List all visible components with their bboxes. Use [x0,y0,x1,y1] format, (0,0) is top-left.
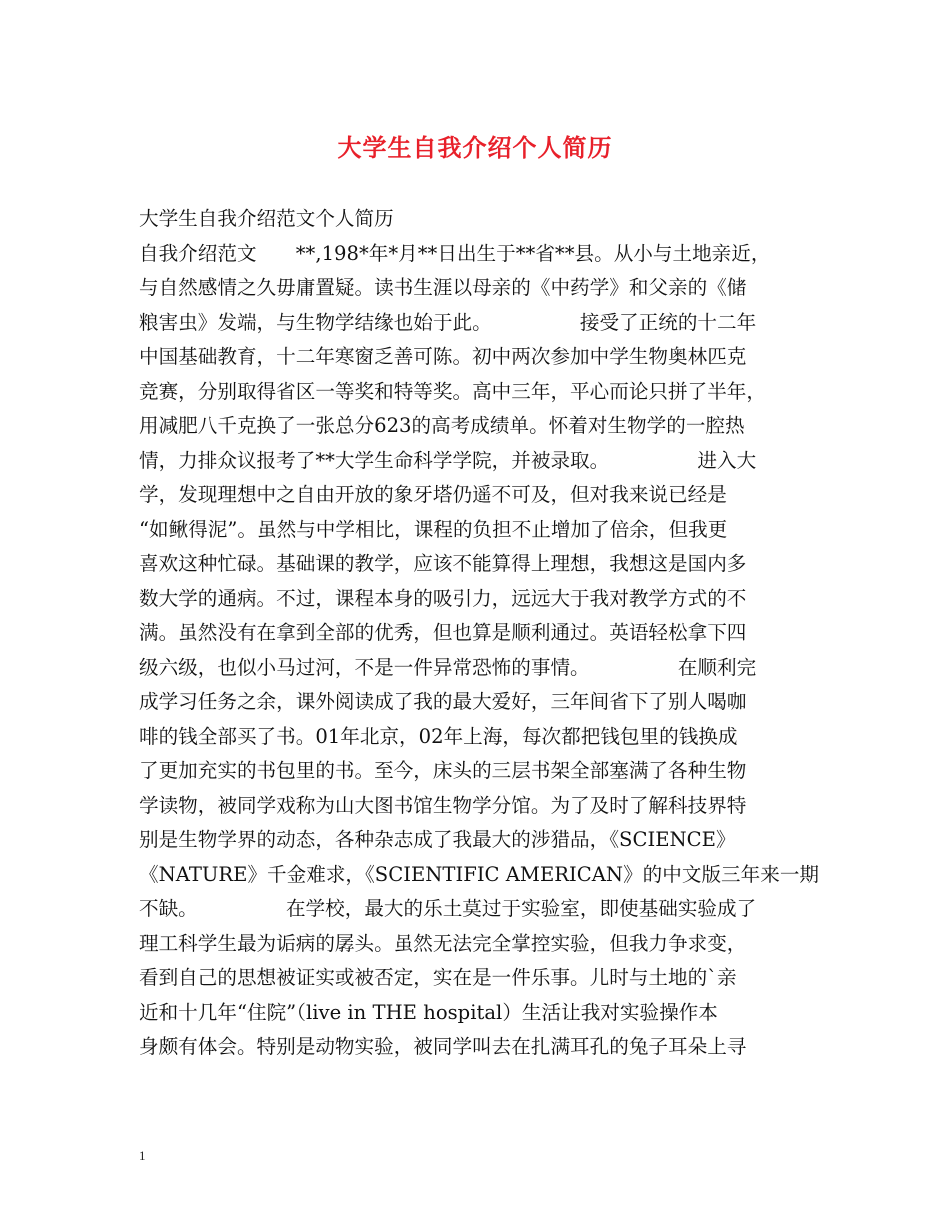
paragraph-line: 中国基础教育，十二年寒窗乏善可陈。初中两次参加中学生物奥林匹克 [139,345,747,368]
paragraph-line: 情，力排众议报考了**大学生命科学学院，并被录取。 进入大 [139,448,757,472]
document-body [139,202,829,1065]
paragraph-line: 学，发现理想中之自由开放的象牙塔仍遥不可及，但对我来说已经是 [139,483,727,506]
paragraph-line: 自我介绍范文 **,198*年*月**日出生于**省**县。从小与土地亲近， [139,241,771,265]
paragraph-line: 竞赛，分别取得省区一等奖和特等奖。高中三年，平心而论只拼了半年， [139,379,766,403]
paragraph-line: 与自然感情之久毋庸置疑。读书生涯以母亲的《中药学》和父亲的《储 [139,276,747,299]
paragraph-line: 喜欢这种忙碌。基础课的教学，应该不能算得上理想，我想这是国内多 [139,552,747,575]
paragraph-line: 看到自己的思想被证实或被否定，实在是一件乐事。儿时与土地的`亲 [139,966,737,989]
paragraph-line: 了更加充实的书包里的书。至今，床头的三层书架全部塞满了各种生物 [139,759,747,782]
paragraph-line: 满。虽然没有在拿到全部的优秀，但也算是顺利通过。英语轻松拿下四 [139,621,747,644]
paragraph-line: 身颇有体会。特别是动物实验，被同学叫去在扎满耳孔的兔子耳朵上寻 [139,1035,747,1058]
document-subtitle: 大学生自我介绍范文个人简历 [139,207,394,230]
paragraph-line: 理工科学生最为诟病的孱头。虽然无法完全掌控实验，但我力争求变， [139,931,747,955]
paragraph-line: 别是生物学界的动态，各种杂志成了我最大的涉猎品，《SCIENCE》 [139,828,736,851]
paragraph-line: 《NATURE》千金难求，《SCIENTIFIC AMERICAN》的中文版三年来一期 [139,862,820,886]
paragraph-line: 不缺。 在学校，最大的乐土莫过于实验室，即使基础实验成了 [139,897,757,920]
document-title: 大学生自我介绍个人简历 [337,133,613,162]
paragraph-line: “如鳅得泥”。虽然与中学相比，课程的负担不止增加了倍余，但我更 [139,517,728,541]
paragraph-line: 学读物，被同学戏称为山大图书馆生物学分馆。为了及时了解科技界特 [139,793,747,817]
paragraph-line: 成学习任务之余，课外阅读成了我的最大爱好，三年间省下了别人喝咖 [139,690,747,713]
paragraph-line: 近和十几年“住院”（live in THE hospital）生活让我对实验操作本 [139,1000,718,1024]
paragraph-line: 用减肥八千克换了一张总分623的高考成绩单。怀着对生物学的一腔热 [139,414,745,437]
paragraph-line: 数大学的通病。不过，课程本身的吸引力，远远大于我对教学方式的不 [139,586,747,610]
page-number: 1 [139,1148,146,1163]
paragraph-line: 粮害虫》发端，与生物学结缘也始于此。 接受了正统的十二年 [139,310,757,334]
paragraph-line: 级六级，也似小马过河，不是一件异常恐怖的事情。 在顺利完 [139,655,757,679]
paragraph-line: 啡的钱全部买了书。01年北京，02年上海，每次都把钱包里的钱换成 [139,724,738,748]
